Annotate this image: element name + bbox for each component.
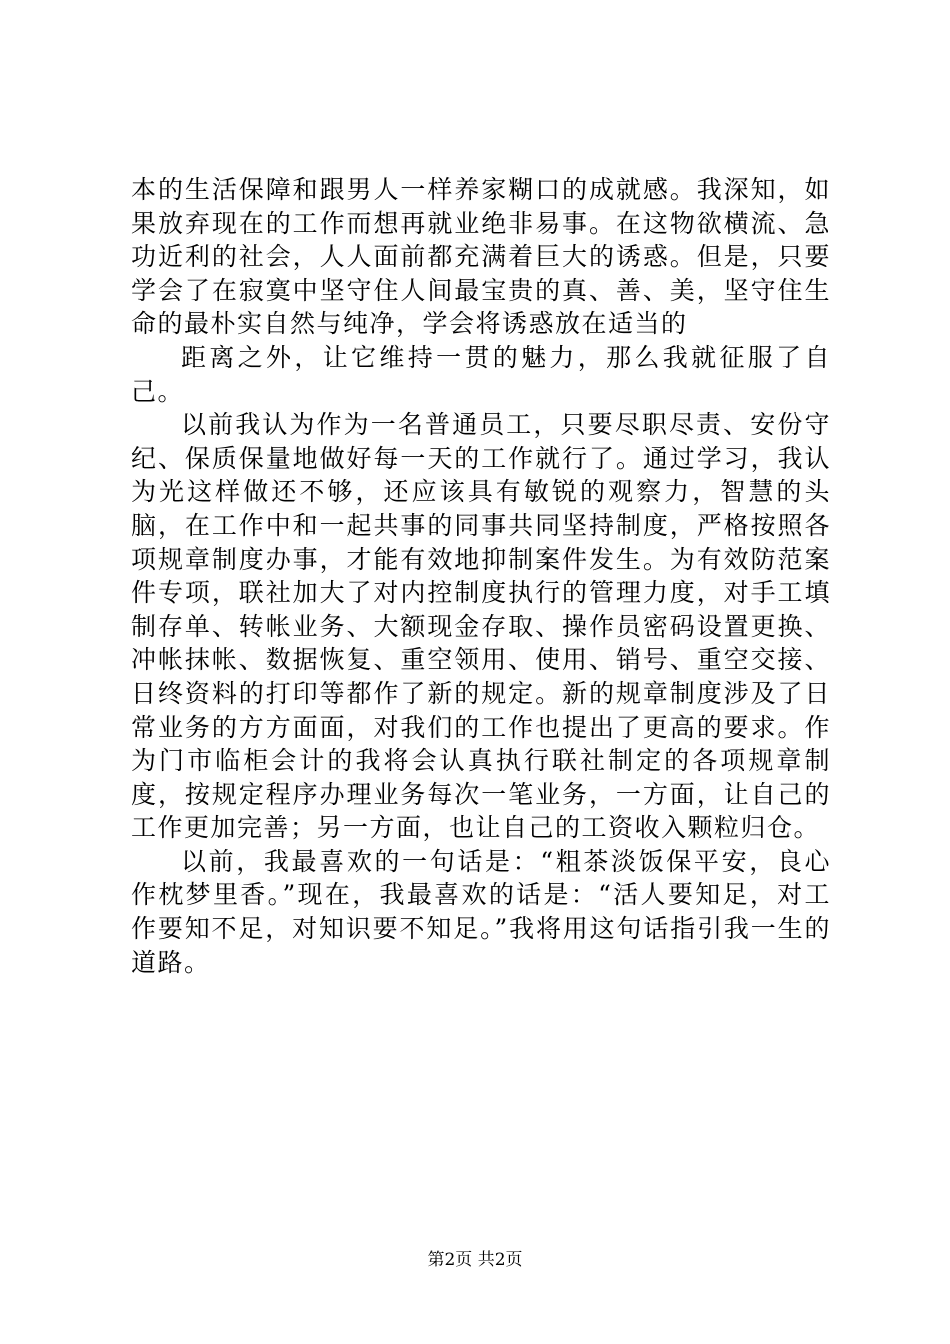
paragraph: 以前，我最喜欢的一句话是：“粗茶淡饭保平安，良心作枕梦里香。”现在，我最喜欢的话是：“活人要知足，对工作要知不足，对知识要不知足。”我将用这句话指引我一生的道路。 [131,846,831,977]
paragraph: 本的生活保障和跟男人一样养家糊口的成就感。我深知，如果放弃现在的工作而想再就业绝非易事。在这物欲横流、急功近利的社会，人人面前都充满着巨大的诱惑。但是，只要学会了在寂寞中坚守住人间最宝贵的真、善、美，坚守住生命的最朴实自然与纯净，学会将诱惑放在适当的 [131,175,831,339]
paragraph: 距离之外，让它维持一贯的魅力，那么我就征服了自己。 [131,342,831,406]
paragraph: 以前我认为作为一名普通员工，只要尽职尽责、安份守纪、保质保量地做好每一天的工作就行了。通过学习，我认为光这样做还不够，还应该具有敏锐的观察力，智慧的头脑，在工作中和一起共事的同事共同坚持制度，严格按照各项规章制度办事，才能有效地抑制案件发生。为有效防范案件专项，联社加大了对内控制度执行的管理力度，对手工填制存单、转帐业务、大额现金存取、操作员密码设置更换、冲帐抹帐、数据恢复、重空领用、使用、销号、重空交接、日终资料的打印等都作了新的规定。新的规章制度涉及了日常业务的方方面面，对我们的工作也提出了更高的要求。作为门市临柜会计的我将会认真执行联社制定的各项规章制度，按规定程序办理业务每次一笔业务，一方面，让自己的工作更加完善；另一方面，也让自己的工资收入颗粒归仓。 [131,410,831,843]
body-text [131,173,831,979]
page-footer: 第2页 共2页 [427,1250,523,1270]
